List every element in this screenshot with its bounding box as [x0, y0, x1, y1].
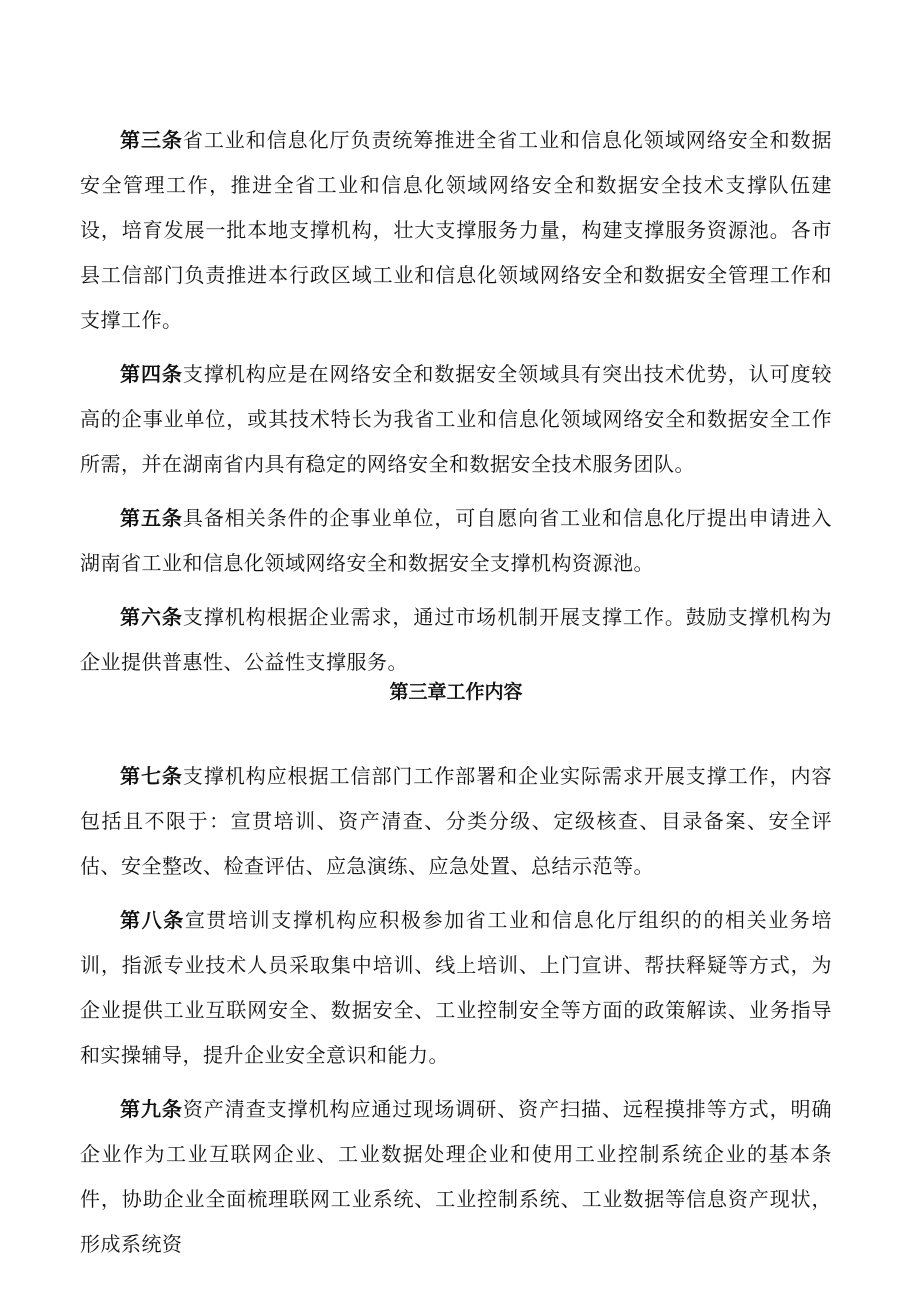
article-number: 第五条	[120, 506, 183, 530]
article-3	[80, 118, 832, 343]
article-number: 第六条	[120, 605, 183, 629]
article-number: 第八条	[120, 908, 185, 932]
article-9	[80, 1087, 832, 1267]
chapter-title: 第三章工作内容	[389, 681, 523, 703]
article-text: 省工业和信息化厅负责统筹推进全省工业和信息化领域网络安全和数据安全管理工作，推进全省工业和信息化领域网络安全和数据安全技术支撑队伍建设，培育发展一批本地支撑机构，壮大支撑服务力量，构建支撑服务资源池。各市县工信部门负责推进本行政区域工业和信息化领域网络安全和数据安全管理工作和支撑工作。	[80, 128, 833, 332]
article-number: 第七条	[120, 764, 183, 788]
chapter-body	[80, 754, 832, 1267]
article-number: 第九条	[120, 1097, 183, 1121]
article-text: 宣贯培训支撑机构应积极参加省工业和信息化厅组织的的相关业务培训，指派专业技术人员采取集中培训、线上培训、上门宣讲、帮扶释疑等方式，为企业提供工业互联网安全、数据安全、工业控制安全等方面的政策解读、业务指导和实操辅导，提升企业安全意识和能力。	[80, 908, 832, 1067]
article-text: 支撑机构应是在网络安全和数据安全领域具有突出技术优势，认可度较高的企事业单位，或其技术特长为我省工业和信息化领域网络安全和数据安全工作所需，并在湖南省内具有稳定的网络安全和数据安全技术服务团队。	[80, 362, 833, 476]
article-text: 资产清查支撑机构应通过现场调研、资产扫描、远程摸排等方式，明确企业作为工业互联网企业、工业数据处理企业和使用工业控制系统企业的基本条件，协助企业全面梳理联网工业系统、工业控制系统、工业数据等信息资产现状，形成系统资	[80, 1097, 833, 1256]
article-text: 支撑机构根据企业需求，通过市场机制开展支撑工作。鼓励支撑机构为企业提供普惠性、公益性支撑服务。	[80, 605, 833, 674]
article-number: 第三条	[120, 128, 183, 152]
article-7	[80, 754, 832, 889]
article-number: 第四条	[120, 362, 183, 386]
document-page	[80, 118, 832, 1276]
article-8	[80, 898, 832, 1078]
article-text: 支撑机构应根据工信部门工作部署和企业实际需求开展支撑工作，内容包括且不限于：宣贯培训、资产清查、分类分级、定级核查、目录备案、安全评估、安全整改、检查评估、应急演练、应急处置、总结示范等。	[80, 764, 833, 878]
article-4	[80, 352, 832, 487]
article-text: 具备相关条件的企事业单位，可自愿向省工业和信息化厅提出申请进入湖南省工业和信息化领域网络安全和数据安全支撑机构资源池。	[80, 506, 833, 575]
article-5	[80, 496, 832, 586]
